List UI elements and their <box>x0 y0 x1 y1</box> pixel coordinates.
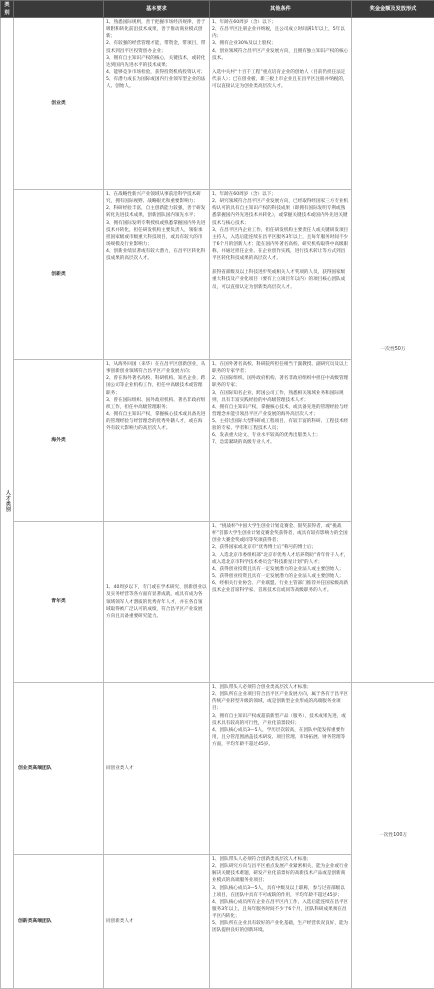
clause-text: 4、团队核心成员所在企业在昌平区内工作，入选后能连续在昌平区服务3年以上，且每年服务时间不少于6个月，团队科研成果须在昌平区内转化； <box>212 899 349 920</box>
clause-text: 3、在国际知名企业、跨国公司工作，熟悉相关领域业务和国际规则，具有丰富实践经验的中高级管理技术人才； <box>212 390 349 404</box>
basic-cell <box>104 683 210 855</box>
table-row <box>1 683 434 855</box>
clause-text: 2、在昌平区注册企业并纳税，且公司成立时间满1年以上，5年以内； <box>212 26 349 40</box>
clause-text: 1、在国外著名高校、科研院所担任相当于副教授、副研究员及以上职务的专家学者； <box>212 361 349 375</box>
header-basic-requirements: 基本要求 <box>104 1 210 18</box>
clause-text: 4、拥有自主知识产权，掌握核心技术或具备先进的管理经验与经营理念的优秀外籍人才，或在海外有较大影响力的高层次人才。 <box>106 411 207 432</box>
clause-text: 同创新类人才 <box>106 918 207 925</box>
clause-text: 3、团队核心成员3—5人，具有中级及以上职称，参与过省部级以上项目，在团队中具有不可或缺的作用，平均年龄不超过45岁； <box>212 885 349 899</box>
clause-text: 同创业类人才 <box>106 765 207 772</box>
clause-text: 3、拥有自主知识产权或超前新型产品（服务），技术成果先进，或技术具有较高的可行性，产业化前景较好； <box>212 713 349 727</box>
clause-text: 1、“挑战杯”中国大学生创业计划竞赛金、银奖获得者，或“挑战杯”首都大学生创业计划竞赛金奖获得者，或具有较有影响力的全国创业大赛金奖或同等奖项获得者； <box>212 523 349 544</box>
category-cell <box>1 18 14 989</box>
clause-text: 2、曾在海外著名高校、科研机构、知名企业、跨国公司等企业机构工作，担任中高级技术或管理职务； <box>106 375 207 396</box>
clause-text: 4、创新业绩显著或有较大潜力，在昌平区转化科技成果的高层次人才。 <box>106 248 207 262</box>
clause-text: 2、团队所在企业项目符合昌平区产业发展方向，属于各有于昌平区传统产业转型升级的领域，或是创新型企业形成的高端服务业项目； <box>212 691 349 712</box>
clause-text: 2、在国际组织、国外政府机构、著名非政府组织中担任中高级管理职务的专家； <box>212 375 349 389</box>
award-cell-team: 一次性100万 <box>352 683 434 989</box>
clause-text: 1、40周岁以下，专门或在学术研究、创新创业以及实务经营等各方面有显著成就，或具有成为各领域领军人才潜质的优秀青年人才，并在各自领域取得被广泛认可的成绩，符合昌平区产业发展方向且具备重要研究能力。 <box>106 584 207 620</box>
clause-text: 1、年龄在60周岁（含）以下； <box>212 19 349 26</box>
header-type <box>14 1 104 18</box>
clause-text: 7、急需紧缺的高级专业人才。 <box>212 439 349 446</box>
clause-text: 4、团队核心成员3—5人，学历层次较高，在团队中能发挥重要作用，且分管范围涵盖技术研发、项目管理、市场拓展、财务管理等方面，平均年龄不超过45岁。 <box>212 727 349 748</box>
award-cell-individual: 一次性50万 <box>352 18 434 683</box>
clause-text: 5、团队所在企业具有较好的产业化基础，生产经营状况良好，能为团队提供良好的创新环境。 <box>212 920 349 934</box>
clause-text: 4、拥有自主知识产权，掌握核心技术，或具备先进的管理经验与经营理念并能引领昌平区产业发展的海外高层次人才； <box>212 404 349 418</box>
clause-text <box>212 62 349 69</box>
type-cell: 海外类 <box>14 360 104 522</box>
clause-text: 3、入选北京市委组织部“北京市优秀人才培养资助”青年骨干人才，或入选北京市科学技术委员会“科技新星计划”的人才； <box>212 552 349 566</box>
category-label: 人才类别 <box>3 490 11 512</box>
clause-text: 入选中关村“十百千工程”重点培育企业的创始人（目前仍担任法定代表人）；已在创业板，新三板上市企业且在昌平区注册并纳税的，可以直接认定为创业类高层次人才。 <box>212 69 349 90</box>
header-category: 类别 <box>1 1 14 18</box>
clause-text: 4、能够竞争市场检验，获得投资机构投资认可； <box>106 69 207 76</box>
clause-text: 3、拥有企业30%及以上股权； <box>212 40 349 47</box>
header-other-conditions: 其他条件 <box>210 1 352 18</box>
basic-cell <box>104 360 210 522</box>
clause-text: 获得省部级及以上科技进步奖或相关人才奖项的人员，获得国家级重大科技及产业化项目（要有上立项目年以内）的项目核心团队成员，可以直接认定为创新类高层次人才。 <box>212 269 349 290</box>
type-cell: 青年类 <box>14 522 104 683</box>
clause-text: 4、获得创业投资且具有一定发展潜力的企业法人或主要创始人； <box>212 566 349 573</box>
type-cell: 创新类高端团队 <box>14 855 104 989</box>
clause-text: 3、在昌平区内企业工作，担任研发机构主要责任人或关键研发项目主持人，入选后能连续在昌平区服务3年以上，且每年服务时间不少于6个月的创新人才；能在国内外著名高校、研究机构取得中高级职称，并通过担任企业、在企业创作实践，进行技术转让等方式到昌平区转化科技成果的高层次人才。 <box>212 227 349 263</box>
clause-text: 2、获得国家或北京市“优秀博士后”称号的博士后； <box>212 544 349 551</box>
clause-text: 5、获得创业投资且具有一定发展潜力的企业法人或主要创始人； <box>212 573 349 580</box>
clause-text: 2、科研经验丰富，自主创新能力较强，善于研发转化先进技术成果，创新团队国内领先水平； <box>106 205 207 219</box>
clause-text: 5、主持过国际大型科研或工程项目，有较丰富的科研、工程技术经验的专家、学者和工程技术人员； <box>212 418 349 432</box>
clause-text: 3、拥有国际发明专利授权或熟悉掌握国内外先进技术并转化，担任研发机构主要负责人，领衔承担国家级或市级重大科技项目，或具有较大的市场规模及行业影响力； <box>106 220 207 248</box>
table-row <box>1 18 434 190</box>
conditions-cell <box>210 522 352 683</box>
basic-cell <box>104 190 210 360</box>
basic-cell <box>104 522 210 683</box>
conditions-cell <box>210 683 352 855</box>
clause-text: 2、有较强的经营管理才能，带资金，带项目，带技术到昌平区投资创办企业； <box>106 40 207 54</box>
clause-text: 3、曾在国际组织、国外政府机构、著名非政府组织工作，担任中高级管理职务； <box>106 397 207 411</box>
conditions-cell <box>210 855 352 989</box>
basic-cell <box>104 855 210 989</box>
clause-text: 6、经相关行业协会、产业联盟、行业主管部门推荐并任国家级高新技术企业首席科学家、首席技术官或同等高级职务的人才。 <box>212 580 349 594</box>
clause-text: 1、年龄在60周岁（含）以下； <box>212 191 349 198</box>
clause-text: 1、团队带头人必须符合创新类高层次人才标准； <box>212 856 349 863</box>
basic-cell <box>104 18 210 190</box>
clause-text: 1、团队带头人必须符合创业类高层次人才标准； <box>212 684 349 691</box>
clause-text: 4、创业领域符合昌平区产业发展方向，且拥有独立知识产权的核心技术。 <box>212 48 349 62</box>
clause-text: 6、发表重大论文、专业水平较高的优秀出版类人士； <box>212 432 349 439</box>
clause-text: 1、从海外回国（来华）在在昌平区创新创业，从事创新创业领域符合昌平区产业发展方向； <box>106 361 207 375</box>
clause-text: 1、在战略性新兴产业领域从事前沿科学技术研究，拥有国际视野、战略眼光和重要影响力； <box>106 191 207 205</box>
table-header-row <box>1 1 434 18</box>
clause-text: 5、有潜力成长为国际或国内行业领军型企业的法人、创始人。 <box>106 76 207 90</box>
clause-text: 1、熟悉国际规则，善于把握市场经济规律，善于吸附和转化前沿技术成果，善于推动商业模式创新； <box>106 19 207 40</box>
clause-text: 2、团队研究方向与昌平区重点发展产业紧密相关，能为企业或行业解决关键技术难题，研发产业化前景好的高新技术产品或是创新商业模式的高端服务业项目； <box>212 863 349 884</box>
conditions-cell <box>210 18 352 190</box>
conditions-cell <box>210 360 352 522</box>
clause-text: 2、研究领域符合昌平区产业发展方向，已经取得经国家三方专业机构认可的具有自主知识产权的科技成果（即拥有国际发明专利或熟悉掌握国内外先进技术并转化），或掌握关键技术或国内外先进关键技术与核心技术； <box>212 198 349 226</box>
conditions-cell <box>210 190 352 360</box>
type-cell: 创业类 <box>14 18 104 190</box>
type-cell: 创业类高端团队 <box>14 683 104 855</box>
type-cell: 创新类 <box>14 190 104 360</box>
clause-text: 3、拥有自主知识产权的核心，关键技术，或转化达到国内先进水平的技术成果； <box>106 55 207 69</box>
header-award: 奖金金额及发放形式 <box>352 1 434 18</box>
clause-text <box>212 262 349 269</box>
